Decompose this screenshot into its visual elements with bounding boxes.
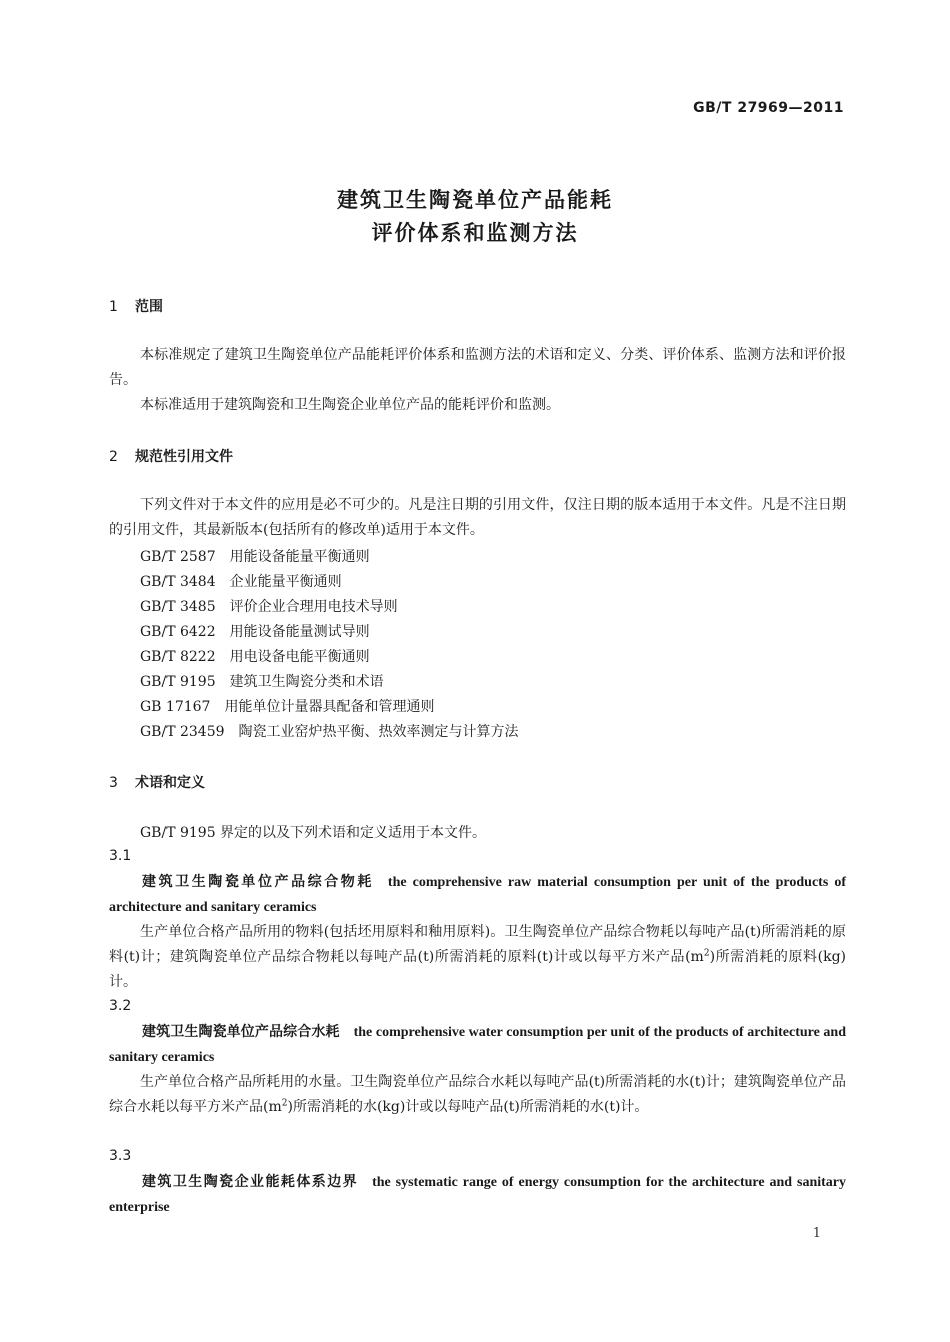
section-3-intro: GB/T 9195 界定的以及下列术语和定义适用于本文件。 — [140, 825, 487, 841]
section-3-heading — [109, 772, 205, 792]
reference-title: 建筑卫生陶瓷分类和术语 — [229, 674, 384, 690]
reference-code: GB/T 6422 — [140, 624, 216, 640]
reference-code: GB/T 9195 — [140, 674, 216, 690]
term-english: the comprehensive raw material consumption per unit of the products of architecture and sanitary ceramics — [109, 875, 847, 915]
superscript: 2 — [703, 948, 710, 959]
section-title: 范围 — [135, 299, 163, 315]
definition-text: 生产单位合格产品所耗用的水量。卫生陶瓷单位产品综合水耗以每吨产品(t)所需消耗的水(t)计；建筑陶瓷单位产品综合水耗以每平方米产品(m — [109, 1074, 846, 1115]
term-chinese: 建筑卫生陶瓷单位产品综合水耗 — [142, 1024, 340, 1040]
section-number: 1 — [109, 299, 118, 315]
reference-title: 用能单位计量器具配备和管理通则 — [224, 699, 435, 715]
superscript: 2 — [281, 1098, 288, 1109]
reference-item — [140, 721, 519, 741]
term-chinese: 建筑卫生陶瓷单位产品综合物耗 — [142, 874, 374, 890]
term-definition — [109, 920, 846, 995]
standard-code: GB/T 27969—2011 — [693, 100, 844, 116]
reference-item — [140, 596, 398, 616]
reference-title: 用电设备电能平衡通则 — [229, 649, 370, 665]
reference-code: GB/T 23459 — [140, 724, 225, 740]
term-number: 3.1 — [109, 848, 132, 864]
reference-title: 陶瓷工业窑炉热平衡、热效率测定与计算方法 — [238, 724, 519, 740]
reference-code: GB/T 2587 — [140, 549, 216, 565]
reference-title: 评价企业合理用电技术导则 — [229, 599, 398, 615]
reference-code: GB/T 8222 — [140, 649, 216, 665]
reference-code: GB 17167 — [140, 699, 211, 715]
document-title-line-1: 建筑卫生陶瓷单位产品能耗 — [337, 188, 613, 212]
section-number: 3 — [109, 775, 118, 791]
term-definition — [109, 1070, 846, 1120]
term-chinese: 建筑卫生陶瓷企业能耗体系边界 — [142, 1174, 359, 1190]
reference-item — [140, 696, 434, 716]
term-number: 3.2 — [109, 998, 132, 1014]
section-2-intro: 下列文件对于本文件的应用是必不可少的。凡是注日期的引用文件，仅注日期的版本适用于本文件。凡是不注日期的引用文件，其最新版本(包括所有的修改单)适用于本文件。 — [109, 497, 846, 538]
definition-text: 生产单位合格产品所用的物料(包括坯用原料和釉用原料)。卫生陶瓷单位产品综合物耗以每吨产品(t)所需消耗的原料(t)计；建筑陶瓷单位产品综合物耗以每吨产品(t)所需消耗的原料(t)计或以每平方米产品(m — [109, 924, 846, 965]
section-title: 术语和定义 — [135, 775, 205, 791]
reference-item — [140, 621, 370, 641]
reference-title: 用能设备能量平衡通则 — [229, 549, 370, 565]
section-1-heading — [109, 296, 163, 316]
reference-title: 用能设备能量测试导则 — [229, 624, 370, 640]
document-title-line-2: 评价体系和监测方法 — [371, 221, 579, 245]
reference-item — [140, 546, 370, 566]
reference-item — [140, 646, 370, 666]
reference-code: GB/T 3484 — [140, 574, 216, 590]
reference-title: 企业能量平衡通则 — [229, 574, 342, 590]
section-1-paragraph-1: 本标准规定了建筑卫生陶瓷单位产品能耗评价体系和监测方法的术语和定义、分类、评价体系、监测方法和评价报告。 — [109, 347, 846, 388]
section-2-heading — [109, 446, 233, 466]
section-number: 2 — [109, 449, 118, 465]
term-number: 3.3 — [109, 1148, 132, 1164]
definition-text: )所需消耗的原料(kg)计。 — [109, 949, 846, 990]
page-number: 1 — [812, 1226, 821, 1241]
section-1-paragraph-2: 本标准适用于建筑陶瓷和卫生陶瓷企业单位产品的能耗评价和监测。 — [140, 397, 560, 413]
term-english: the systematic range of energy consumption for the architecture and sanitary enterprise — [109, 1175, 846, 1215]
term-heading — [109, 1020, 846, 1070]
section-title: 规范性引用文件 — [135, 449, 233, 465]
reference-item — [140, 671, 384, 691]
reference-item — [140, 571, 342, 591]
term-english: the comprehensive water consumption per unit of the products of architecture and sanitary ceramics — [109, 1025, 847, 1065]
term-heading — [109, 870, 846, 920]
term-heading — [109, 1170, 846, 1220]
definition-text: )所需消耗的水(kg)计或以每吨产品(t)所需消耗的水(t)计。 — [287, 1099, 649, 1115]
reference-code: GB/T 3485 — [140, 599, 216, 615]
